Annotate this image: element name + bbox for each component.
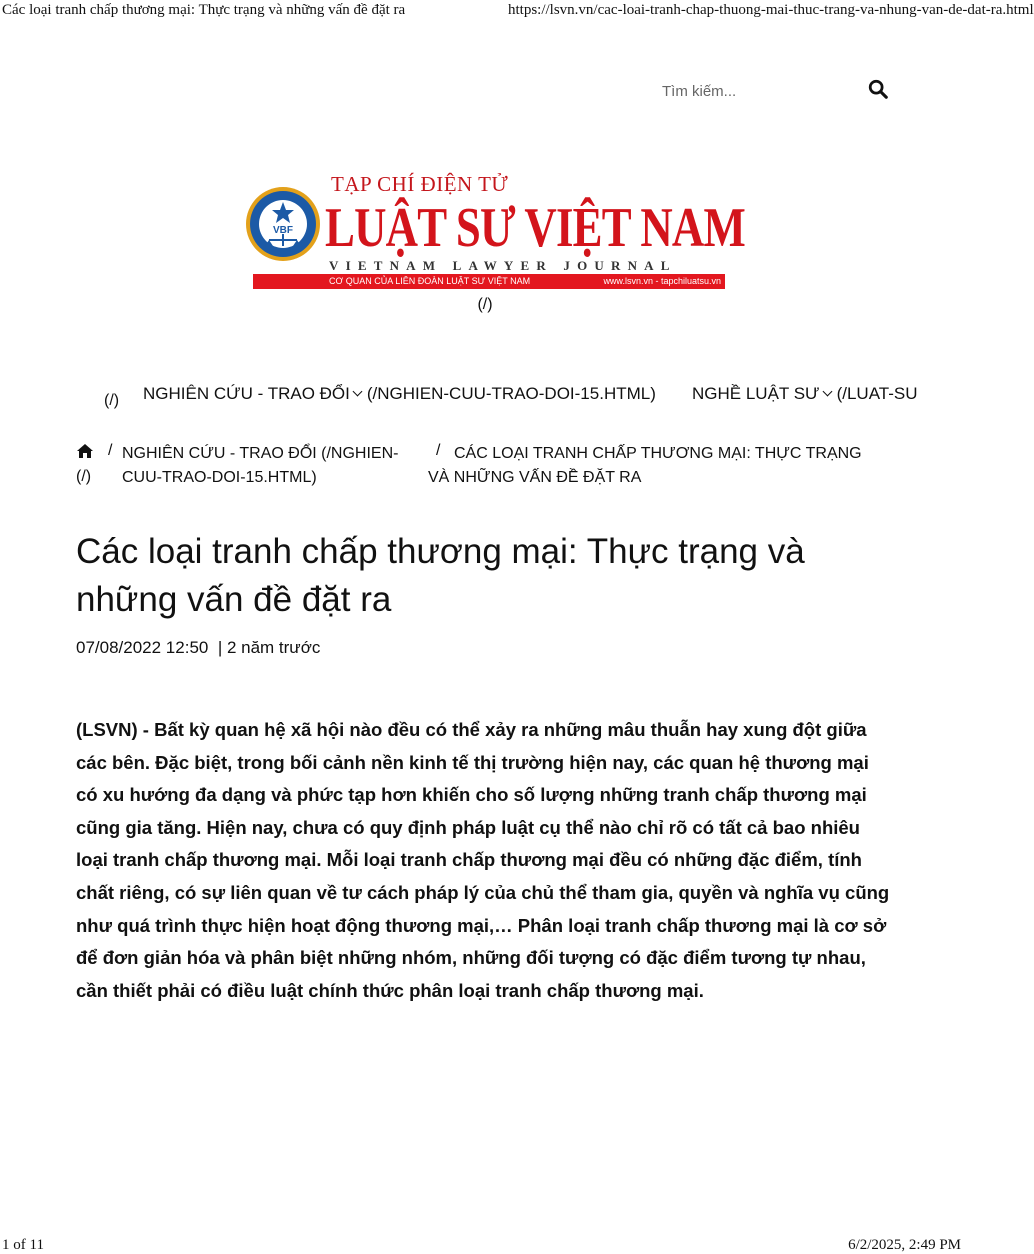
- logo-top-text: TẠP CHÍ ĐIỆN TỬ: [331, 172, 509, 196]
- nav-item-nghien-cuu[interactable]: [143, 384, 656, 404]
- search-icon: [867, 78, 889, 100]
- home-icon[interactable]: [76, 443, 94, 459]
- logo-main-text: LUẬT SƯ VIỆT NAM: [325, 197, 745, 259]
- breadcrumb: [76, 440, 876, 496]
- article-date: 07/08/2022 12:50: [76, 638, 209, 657]
- nav-item-label: NGHỀ LUẬT SƯ: [692, 384, 820, 403]
- logo-home-link[interactable]: (/): [477, 296, 493, 313]
- article-meta: [76, 638, 320, 658]
- breadcrumb-category[interactable]: NGHIÊN CỨU - TRAO ĐỔI (/NGHIEN-CUU-TRAO-DOI-15.HTML): [122, 445, 399, 486]
- site-logo[interactable]: [245, 170, 745, 292]
- logo-sub-text: VIETNAM LAWYER JOURNAL: [329, 258, 677, 273]
- logo-band: [253, 274, 725, 289]
- print-header-url: https://lsvn.vn/cac-loai-tranh-chap-thuong-mai-thuc-trang-va-nhung-van-de-dat-ra.html: [508, 2, 1034, 18]
- nav-item-nghe-luat-su[interactable]: [692, 384, 918, 404]
- article-lead-prefix: (LSVN) -: [76, 719, 155, 740]
- search-input[interactable]: [660, 78, 854, 104]
- nav-home-link[interactable]: (/): [104, 392, 120, 409]
- article-relative-time: | 2 năm trước: [217, 638, 321, 657]
- print-footer-date: 6/2/2025, 2:49 PM: [848, 1237, 961, 1253]
- breadcrumb-separator: /: [436, 442, 441, 459]
- article-lead: [76, 714, 892, 1007]
- logo-band-left-text: CƠ QUAN CỦA LIÊN ĐOÀN LUẬT SƯ VIỆT NAM: [329, 276, 531, 286]
- nav-item-href: (/NGHIEN-CUU-TRAO-DOI-15.HTML): [366, 384, 656, 403]
- search-button[interactable]: [866, 78, 890, 102]
- main-nav: [104, 382, 918, 412]
- article-title: Các loại tranh chấp thương mại: Thực trạng và những vấn đề đặt ra: [76, 532, 805, 619]
- nav-item-label: NGHIÊN CỨU - TRAO ĐỔI: [143, 384, 350, 403]
- breadcrumb-home-link[interactable]: (/): [76, 468, 92, 485]
- breadcrumb-current: CÁC LOẠI TRANH CHẤP THƯƠNG MẠI: THỰC TRẠNG VÀ NHỮNG VẤN ĐỀ ĐẶT RA: [428, 445, 862, 486]
- print-header-title: Các loại tranh chấp thương mại: Thực trạng và những vấn đề đặt ra: [2, 2, 406, 18]
- chevron-down-icon: [352, 387, 362, 397]
- chevron-down-icon: [822, 387, 832, 397]
- nav-item-href: (/LUAT-SU: [836, 384, 918, 403]
- print-footer-page: 1 of 11: [2, 1237, 44, 1253]
- article-lead-text: Bất kỳ quan hệ xã hội nào đều có thể xảy ra những mâu thuẫn hay xung đột giữa các bên. Đặc biệt, trong bối cảnh nền kinh tế thị trường hiện nay, các quan hệ thương mại có xu hướng đa dạng và phức tạp hơn khiến cho số lượng những tranh chấp thương mại cũng gia tăng. Hiện nay, chưa có quy định pháp luật cụ thể nào chỉ rõ có tất cả bao nhiêu loại tranh chấp thương mại. Mỗi loại tranh chấp thương mại đều có những đặc điểm, tính chất riêng, có sự liên quan về tư cách pháp lý của chủ thể tham gia, quyền và nghĩa vụ cũng như quá trình thực hiện hoạt động thương mại,… Phân loại tranh chấp thương mại là cơ sở để đơn giản hóa và phân biệt những nhóm, những đối tượng có đặc điểm tương tự nhau, cần thiết phải có điều luật chính thức phân loại tranh chấp thương mại.: [76, 719, 890, 1001]
- breadcrumb-separator: /: [108, 442, 113, 459]
- logo-band-right-text: www.lsvn.vn - tapchiluatsu.vn: [603, 276, 721, 286]
- vbf-emblem-icon: [245, 182, 321, 264]
- svg-text:VBF: VBF: [273, 225, 293, 236]
